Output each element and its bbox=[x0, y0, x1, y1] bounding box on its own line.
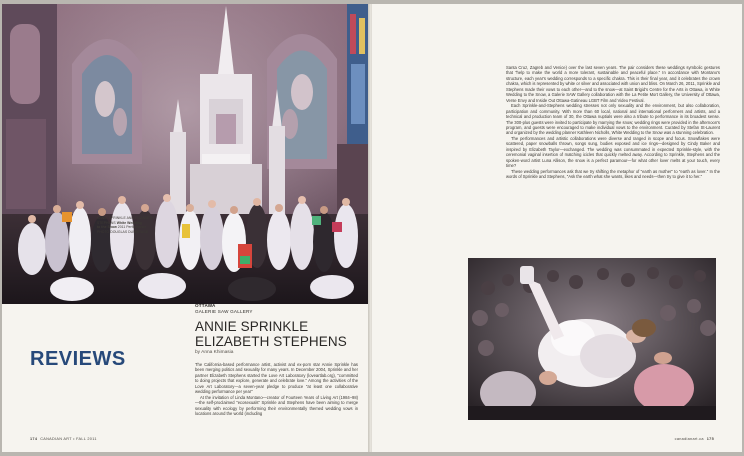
body-paragraph: The California-based performance artist, activist and ex-porn star Annie Sprinkle has been merging politics and sexuality for many years. In December 2004, Sprinkle and her partner Elizabeth Stephens started the Love Art Laboratory (loveartlab.org), "committed to doing projects that explore, generate and celebrate love." Among the activities of the Love Art Laboratory—a seven-year pledge to produce "at least one collaborative wedding performance per year" bbox=[195, 362, 358, 395]
caption-work-year: 2011 Performance bbox=[117, 225, 147, 229]
body-paragraph: Each Sprinkle-and-Stephens wedding stresses not only sexuality and the environment, but also collaboration, participation and community. With more than 60 local, national and international performers and artists, and a technical and production team of 30, the Ottawa nuptials were also a tribute to performance in its broadest sense. The 300-plus guests were invited to participate by marrying the snow; wedding rings were provided in the afternoon's program, and guests were encouraged to make individual vows to the environment. Curated by Stefan St-Laurent and organized by the wedding planner Kathleen Nicholls, White Wedding to the Snow was a stunning celebration. bbox=[506, 103, 720, 136]
review-title-line1: ANNIE SPRINKLE bbox=[195, 319, 309, 334]
caption-work-title-2: to the Snow bbox=[97, 225, 117, 229]
folio-right bbox=[675, 437, 714, 441]
body-column-left bbox=[195, 362, 358, 417]
review-byline: by Anna Khimasia bbox=[195, 350, 234, 355]
review-title bbox=[195, 320, 370, 349]
caption-credit-line2: STEPHENS bbox=[97, 220, 116, 225]
publication-name: CANADIAN ART • FALL 2011 bbox=[40, 437, 97, 441]
caption-photo-credit: PHOTO DOUGLAS DUMBRAGE bbox=[97, 229, 149, 234]
magazine-url: canadianart.ca bbox=[674, 437, 704, 441]
body-column-right bbox=[506, 65, 720, 180]
photo-caption bbox=[97, 216, 185, 234]
review-city: OTTAWA bbox=[195, 303, 216, 308]
performance-photo bbox=[468, 258, 716, 420]
left-page bbox=[2, 4, 370, 452]
review-title-line2: ELIZABETH STEPHENS bbox=[195, 333, 347, 349]
page-number-right: 175 bbox=[706, 437, 714, 441]
church-wedding-photo bbox=[2, 4, 370, 304]
body-paragraph: Santa Cruz, Zagreb and Venice) over the last seven years. The pair considers these weddings symbolic gestures that "help to make the world a more tolerant, sustainable and peaceful place." In accordance with Montano's structure, each year's wedding corresponds to a specific chakra. This is their final year, and it celebrates the crown chakra, which is represented by white or silver and associated with union and bliss. On March 26, 2011, Sprinkle and Stephens made their vows to each other—and to the snow—at Saint Brigid's Centre for the Arts in Ottawa, in White Wedding to the Snow, a Galerie SAW Gallery collaboration with the La Petite Mort Gallery, the University of Ottawa, Verse Envy and Inside Out Ottawa-Gatineau LGBT Film and Video Festival. bbox=[506, 65, 720, 103]
review-header bbox=[195, 303, 370, 355]
body-paragraph: These wedding performances ask that we try shifting the metaphor of "earth as mother" to "earth as lover." In the words of Sprinkle and Stephens, "Ask the earth what she wants, likes and needs—then try to give it to her." bbox=[506, 168, 720, 180]
page-number-left: 174 bbox=[30, 437, 38, 441]
caption-credit-line1: ANNIE SPRINKLE AND ELIZABETH bbox=[97, 216, 154, 220]
caption-work-title: White Wedding bbox=[116, 220, 142, 225]
body-paragraph: At the invitation of Linda Montano—creator of Fourteen Years of Living Art (1984–98)—the self-proclaimed "ecosexuals" Sprinkle and Stephens have been aiming to merge sexuality with ecology by performing their environmentally themed wedding vows in locations around the world (including bbox=[195, 394, 358, 417]
right-page bbox=[372, 4, 742, 452]
body-paragraph: The performances and artistic collaborations were diverse and ranged in scope and focus. Snowflakes were scattered, paper snowballs thrown, songs sung, bodies exposed and ice rings—designed by Cindy Baker and inspired by Elizabeth Taylor—exchanged. The wedding was consummated in expected Sprinkle-style, with the ceremonial vaginal insertion of matching icicles that quickly melted away. According to Sprinkle, Stephens and the spoken-word artist Luna Allison, the snow is a perfect paramour—for what other lover melts at your touch, every time? bbox=[506, 135, 720, 169]
review-venue: GALERIE SAW GALLERY bbox=[195, 309, 253, 314]
folio-left bbox=[30, 437, 97, 441]
section-heading: REVIEWS bbox=[30, 348, 126, 370]
